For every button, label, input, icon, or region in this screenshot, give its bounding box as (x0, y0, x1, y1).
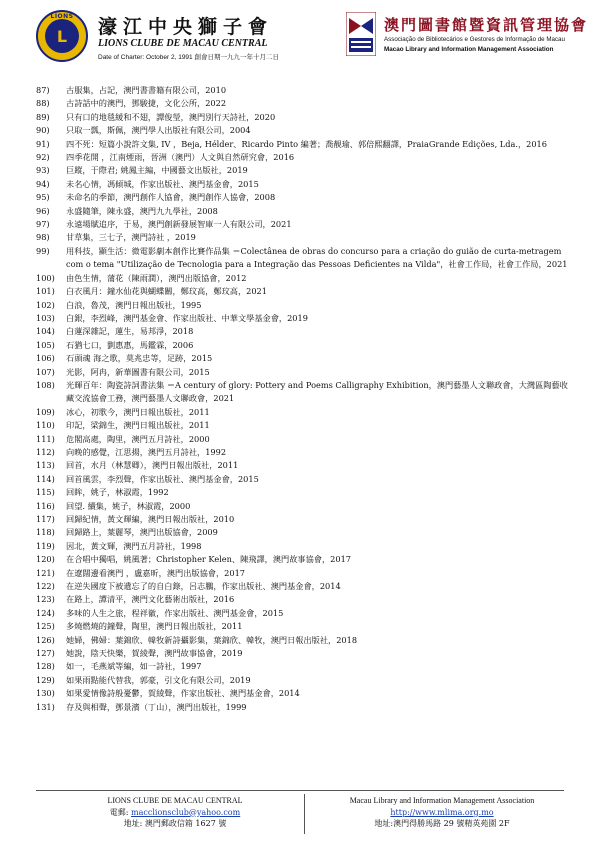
footer-lions-email-line (55, 807, 295, 819)
list-item-number: 104) (36, 326, 55, 337)
list-item (36, 580, 576, 593)
footer-association-name: Macau Library and Information Management Association (349, 796, 535, 805)
list-item-text: 她說，陰天快樂，賀綾聲，澳門故事協會，2019 (66, 648, 243, 659)
list-item (36, 446, 576, 459)
list-item-number: 121) (36, 567, 55, 578)
list-item-number: 115) (36, 487, 55, 498)
list-item (36, 285, 576, 298)
list-item-number: 117) (36, 514, 55, 524)
list-item-number: 114) (36, 473, 55, 484)
list-item-number: 118) (36, 527, 55, 538)
footer-association-url-link[interactable]: http://www.mlima.org.mo (390, 807, 494, 817)
list-item-text: 如果雨點能代替我，郭豪，引文化有限公司，2019 (66, 674, 251, 685)
lions-logo-ring-text: LIONS (50, 13, 74, 20)
list-item-text: 多燒燃燒的鐘聲，陶里，澳門日報出版社，2011 (66, 621, 243, 632)
list-item-text: 由色生情，蒲花（陳雨潤），澳門出版協會，2012 (66, 272, 247, 283)
list-item-number: 109) (36, 406, 55, 417)
list-item-number: 93) (36, 165, 50, 176)
list-item (36, 325, 576, 338)
list-item-text: 因北，黃文輝，澳門五月詩社，1998 (66, 540, 202, 551)
list-item-number: 122) (36, 581, 55, 592)
list-item-text: 冰心，初歌今，澳門日報出版社，2011 (66, 406, 210, 417)
lions-logo-letter: L (45, 19, 79, 53)
list-item-text: 回首，水月（林慧卿），澳門日報出版社，2011 (66, 460, 239, 471)
footer-lions-club-info (55, 795, 295, 830)
footer-divider-line (36, 790, 564, 791)
list-item (36, 138, 576, 151)
lions-club-title-portuguese: LIONS CLUBE DE MACAU CENTRAL (98, 38, 268, 49)
list-item-number: 126) (36, 634, 55, 645)
list-item (36, 433, 576, 446)
list-item-number: 112) (36, 446, 55, 457)
list-item-number: 110) (36, 420, 55, 431)
list-item-number: 89) (36, 111, 50, 122)
list-item-text: 光輝百年：陶瓷詩詞書法集 ＝A century of glory: Pottery and Poems Calligraphy Exhibition，澳門藝墨人文聯政會，大灣區陶藝收藏交流協會工務，澳門藝墨人文聯政會，2021 (66, 379, 568, 404)
list-item (36, 339, 576, 352)
association-title-english: Macao Library and Information Management Association (384, 46, 554, 53)
list-item (36, 567, 576, 580)
list-item-number: 91) (36, 138, 50, 149)
list-item-number: 100) (36, 272, 55, 283)
list-item-number: 124) (36, 607, 55, 618)
list-item (36, 419, 576, 432)
list-item (36, 406, 576, 419)
footer-email-label: 電郵: (109, 807, 129, 817)
list-item-number: 116) (36, 500, 55, 511)
list-item (36, 245, 576, 272)
list-item (36, 526, 576, 539)
list-item-number: 125) (36, 621, 55, 632)
list-item-text: 白衣風月：鐘水仙花與蝴蝶關，鄭玟高，鄭玟高，2021 (66, 286, 267, 297)
list-item-text: 在遼闊邊看澳門 ，盧嘉昕，澳門出版協會，2017 (66, 567, 246, 578)
list-item (36, 459, 576, 472)
list-item (36, 647, 576, 660)
list-item-text: 巨蹤，于際君; 姚鳳主編，中國藝文出版社，2019 (66, 165, 248, 176)
list-item-text: 只有口的地毯緩和不翅，譚俊瑩，澳門別行天詩社，2020 (66, 111, 276, 122)
list-item-number: 130) (36, 688, 55, 699)
list-item-number: 119) (36, 540, 55, 551)
footer-vertical-divider (304, 794, 305, 834)
list-item-text: 多味的人生之旅，程祥徽，作家出版社、澳門基金會，2015 (66, 607, 284, 618)
list-item-text: 在逆失國度下被遺忘了的自白錄，呂志鵬，作家出版社、澳門基金會，2014 (66, 581, 341, 592)
list-item (36, 379, 576, 406)
list-item (36, 620, 576, 633)
list-item-number: 127) (36, 648, 55, 659)
page-header (0, 0, 600, 70)
footer-association-info (312, 795, 572, 830)
list-item (36, 607, 576, 620)
list-item-text: 四不死：短篇小說許文集, IV ，Beja, Hélder、Ricardo Pinto 編著；喬靚瑜、郭倍熙翻譯，PraiaGrande Edições, Lda.，2016 (66, 138, 547, 149)
list-item (36, 84, 576, 97)
mlima-logo-icon (346, 12, 376, 56)
list-item-number: 97) (36, 219, 50, 230)
list-item-number: 129) (36, 674, 55, 685)
list-item (36, 299, 576, 312)
list-item (36, 312, 576, 325)
list-item-text: 存及與相聲，鄧景濱（丁山），澳門出版社，1999 (66, 701, 247, 712)
list-item-text: 石猶七口，劉惠惠，馬鑑霖，2006 (66, 339, 194, 350)
list-item-number: 120) (36, 554, 55, 565)
list-item-text: 她婦，佛婦：葉錦欣、韓牧新詩攝影集，葉錦欣、韓牧，澳門日報出版社，2018 (66, 634, 358, 645)
list-item (36, 540, 576, 553)
list-item (36, 97, 576, 110)
list-item-number: 87) (36, 85, 50, 95)
list-item (36, 687, 576, 700)
list-item-text: 回眸，姚子，林淑霞，1992 (66, 487, 169, 498)
list-item-number: 103) (36, 312, 55, 323)
list-item-text: 向晚的感覺，江思揚，澳門五月詩社，1992 (66, 446, 227, 457)
list-item-number: 128) (36, 661, 55, 672)
list-item-text: 用科技，顯生活：微電影劇本創作比賽作品集 ＝Colectânea de obras do concurso para a criação do guião de curta-metragem com o tema "Utilização de Tecnologia para a Integração das Pessoas Deficientes na Vilda"，社會工作局，社會工作局，2021 (66, 245, 568, 270)
list-item-number: 113) (36, 460, 55, 471)
list-item-number: 108) (36, 379, 55, 390)
list-item-text: 回首風雲，李烈聲，作家出版社、澳門基金會，2015 (66, 473, 259, 484)
book-list (36, 84, 576, 714)
list-item-text: 在路上，譚清平，澳門文化藝術出版社，2016 (66, 594, 235, 605)
list-item (36, 593, 576, 606)
list-item-text: 古服集，占記，澳門書書籍有限公司，2010 (66, 85, 227, 95)
list-item (36, 486, 576, 499)
footer-email-link[interactable]: macclionsclub@yahoo.com (131, 807, 241, 817)
list-item-number: 101) (36, 286, 55, 297)
list-item-text: 永盛隨筆，陳永盛，澳門九九學社，2008 (66, 205, 218, 216)
list-item-text: 如果愛情像詩般憂鬱，賀綾聲，作家出版社、澳門基金會，2014 (66, 688, 300, 699)
list-item (36, 124, 576, 137)
list-item (36, 513, 576, 526)
list-item-text: 古詩話中的澳門，鄧駿捷，文化公所，2022 (66, 98, 227, 109)
list-item-number: 98) (36, 232, 50, 243)
footer-lions-address: 地址: 澳門郵政信箱 1627 號 (123, 819, 227, 828)
association-title-chinese: 澳門圖書館暨資訊管理協會 (384, 16, 589, 34)
list-item-number: 131) (36, 701, 55, 712)
list-item-text: 光影，阿冉，新華圖書有限公司，2015 (66, 366, 210, 377)
list-item (36, 231, 576, 244)
list-item (36, 218, 576, 231)
list-item-number: 106) (36, 353, 55, 364)
list-item (36, 500, 576, 513)
list-item-number: 95) (36, 192, 50, 203)
list-item (36, 151, 576, 164)
footer-lions-club-name: LIONS CLUBE DE MACAU CENTRAL (107, 796, 243, 805)
list-item-number: 88) (36, 98, 50, 109)
list-item-text: 印記，梁錦生，澳門日報出版社，2011 (66, 420, 210, 431)
list-item (36, 473, 576, 486)
list-item-text: 回歸路上，葉麗琴，澳門出版協會，2009 (66, 527, 218, 538)
list-item-text: 未名心情，馮傾城，作家出版社、澳門基金會，2015 (66, 178, 259, 189)
list-item (36, 553, 576, 566)
list-item (36, 352, 576, 365)
list-item-text: 只取一瓢，斯佩，澳門學人出版社有限公司，2004 (66, 125, 251, 136)
list-item (36, 701, 576, 714)
list-item-number: 111) (36, 433, 55, 444)
list-item-text: 未命名的季節，澳門創作人協會，澳門創作人協會，2008 (66, 192, 276, 203)
list-item-text: 白蓮深雜記，蓮生，易邦淨，2018 (66, 326, 194, 337)
list-item-text: 四季花開 ，江南煙雨，晉洲（澳門）人文與自然研究會，2016 (66, 152, 295, 163)
list-item-number: 94) (36, 178, 50, 189)
list-item (36, 272, 576, 285)
list-item-text: 在合唱中獨唱，姚風著；Christopher Kelen、陳飛譯，澳門故事協會，2017 (66, 554, 351, 565)
list-item (36, 164, 576, 177)
list-item-number: 123) (36, 594, 55, 605)
list-item-number: 102) (36, 299, 55, 310)
list-item (36, 634, 576, 647)
list-item (36, 191, 576, 204)
list-item-text: 白銀，李烈峰，澳門基金會、作家出版社、中華文學基金會，2019 (66, 312, 308, 323)
list-item-text: 危閣高處，陶里，澳門五月詩社，2000 (66, 433, 210, 444)
list-item-text: 回望. 續集，姚子，林淑霞，2000 (66, 500, 191, 511)
list-item-number: 107) (36, 366, 55, 377)
list-item-text: 如一，毛燕斌等編，如一詩社，1997 (66, 661, 202, 672)
lions-club-title-chinese: 濠江中央獅子會 (98, 16, 274, 38)
list-item-number: 99) (36, 245, 50, 256)
association-title-portuguese: Associação de Bibliotecários e Gestores de Informação de Macau (384, 36, 565, 43)
lions-club-logo-icon (36, 10, 88, 62)
list-item (36, 366, 576, 379)
list-item (36, 674, 576, 687)
list-item (36, 205, 576, 218)
list-item-text: 石頭魂 海之歌，莫兆忠等，足跡，2015 (66, 353, 213, 364)
list-item-text: 永遠場賦追序，于易，澳門創新發展智庫一人有限公司，2021 (66, 219, 292, 230)
list-item-number: 105) (36, 339, 55, 350)
list-item-number: 96) (36, 205, 50, 216)
lions-club-charter-date: Date of Charter: October 2, 1991 創會日期一九九一年十月二日 (98, 54, 279, 61)
list-item (36, 111, 576, 124)
list-item-number: 92) (36, 152, 50, 163)
list-item-text: 回歸紀情，黃文輝編，澳門日報出版社，2010 (66, 514, 235, 524)
list-item-number: 90) (36, 125, 50, 136)
list-item (36, 660, 576, 673)
list-item (36, 178, 576, 191)
list-item-text: 白浪，魯茂，澳門日報出版社，1995 (66, 299, 202, 310)
list-item-text: 甘草集，三七子，澳門詩社 ，2019 (66, 232, 196, 243)
footer-association-address: 地址:澳門得勝馬路 29 號精英苑園 2F (374, 819, 510, 828)
